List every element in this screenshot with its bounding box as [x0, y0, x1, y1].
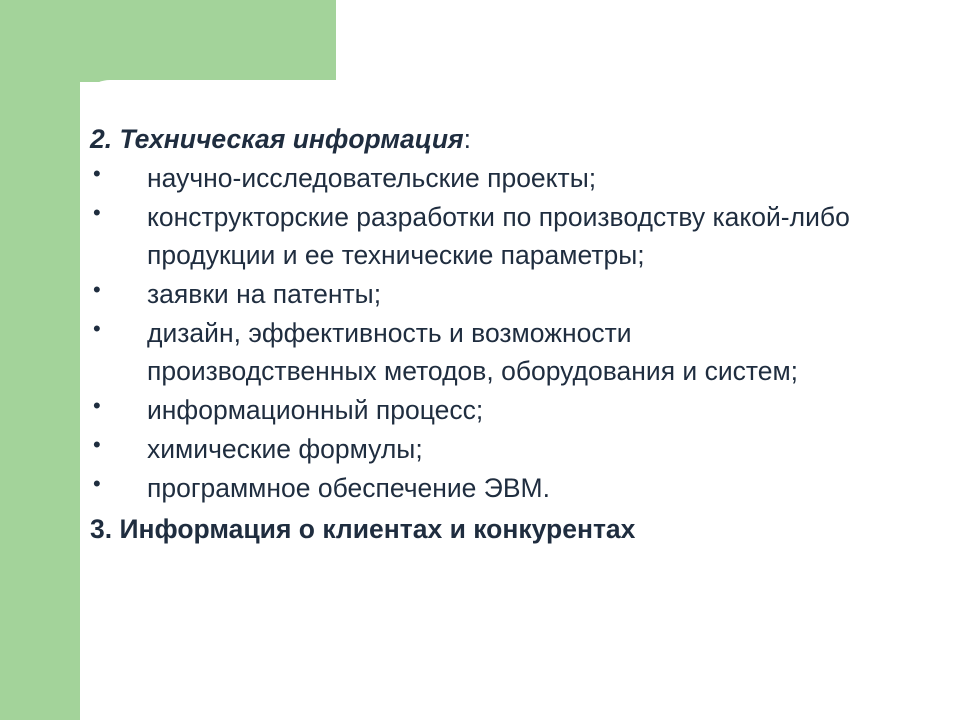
list-item	[90, 314, 850, 390]
list-item-text: заявки на патенты;	[147, 279, 382, 309]
list-item	[90, 469, 850, 507]
bullet-icon: •	[93, 432, 101, 457]
slide-text	[90, 120, 850, 548]
list-item	[90, 430, 850, 468]
list-item-text: научно-исследовательские проекты;	[147, 163, 597, 193]
bullet-icon: •	[93, 471, 101, 496]
bullet-icon: •	[93, 161, 101, 186]
list-item	[90, 275, 850, 313]
bullet-icon: •	[93, 277, 101, 302]
section-2-title: Техническая информация	[119, 124, 464, 154]
list-item-text: химические формулы;	[147, 434, 423, 464]
bullet-icon: •	[93, 316, 101, 341]
list-item	[90, 391, 850, 429]
list-item-text: конструкторские разработки по производству какой-либо продукции и ее технические параметры;	[147, 202, 850, 270]
list-item-text: программное обеспечение ЭВМ.	[147, 473, 550, 503]
list-item-text: информационный процесс;	[147, 395, 484, 425]
technical-info-list	[90, 159, 850, 507]
bullet-icon: •	[93, 393, 101, 418]
list-item-text: дизайн, эффективность и возможности производственных методов, оборудования и систем;	[147, 318, 799, 386]
section-3-heading: 3. Информация о клиентах и конкурентах	[90, 514, 636, 544]
section-2-heading	[90, 120, 850, 158]
decorative-green-strip	[0, 0, 80, 720]
list-item	[90, 159, 850, 197]
section-2-colon: :	[463, 124, 471, 154]
section-2-number: 2.	[90, 124, 113, 154]
list-item	[90, 198, 850, 274]
bullet-icon: •	[93, 200, 101, 225]
